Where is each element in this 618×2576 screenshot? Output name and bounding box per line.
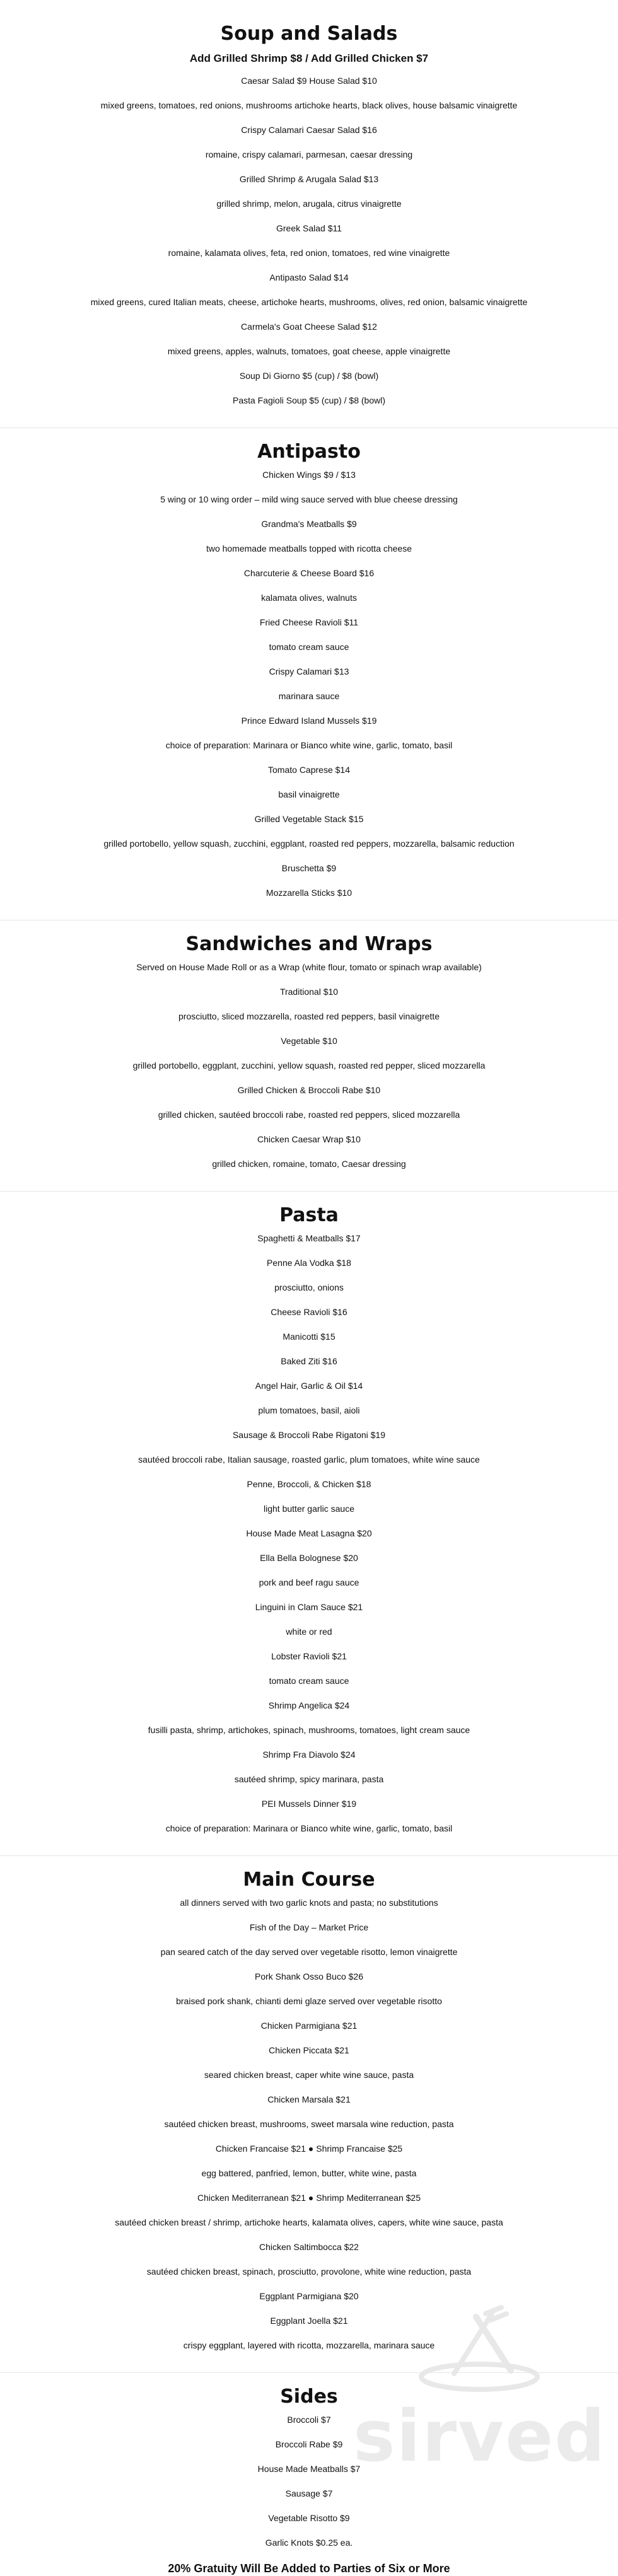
menu-line: grilled shrimp, melon, arugala, citrus vinaigrette (216, 199, 402, 209)
menu-line: Served on House Made Roll or as a Wrap (white flour, tomato or spinach wrap available) (136, 962, 482, 972)
section-lines (0, 961, 618, 1170)
menu-line: braised pork shank, chianti demi glaze served over vegetable risotto (176, 1996, 442, 2006)
menu-line: Prince Edward Island Mussels $19 (241, 716, 377, 726)
menu-line: Shrimp Fra Diavolo $24 (262, 1749, 356, 1760)
menu-line: Pasta Fagioli Soup $5 (cup) / $8 (bowl) (232, 395, 385, 405)
menu-line: kalamata olives, walnuts (261, 593, 357, 603)
menu-line: sautéed chicken breast / shrimp, artichoke hearts, kalamata olives, capers, white wine sauce, pasta (115, 2217, 503, 2227)
menu-line: Chicken Piccata $21 (269, 2045, 349, 2055)
menu-line: Sausage & Broccoli Rabe Rigatoni $19 (232, 1430, 386, 1440)
menu-line: Bruschetta $9 (281, 863, 337, 873)
menu-line: sautéed chicken breast, spinach, prosciutto, provolone, white wine reduction, pasta (146, 2266, 472, 2277)
section-title: Sides (280, 2386, 338, 2408)
menu-line: grilled chicken, romaine, tomato, Caesar dressing (212, 1159, 406, 1169)
menu-line: grilled portobello, eggplant, zucchini, yellow squash, roasted red pepper, sliced mozzarella (132, 1060, 486, 1070)
section-sandwiches-and-wraps (0, 933, 618, 1192)
menu-line: Traditional $10 (279, 987, 339, 997)
section-antipasto (0, 441, 618, 920)
section-lines (0, 1896, 618, 2352)
menu-line: Ella Bella Bolognese $20 (260, 1553, 358, 1563)
section-title: Pasta (279, 1204, 339, 1226)
menu-line: House Made Meat Lasagna $20 (246, 1528, 372, 1538)
menu-line: light butter garlic sauce (264, 1504, 354, 1514)
menu-line: prosciutto, sliced mozzarella, roasted red peppers, basil vinaigrette (178, 1011, 440, 1021)
menu-line: Cheese Ravioli $16 (271, 1307, 347, 1317)
menu-line: marinara sauce (278, 691, 340, 701)
menu-line: pork and beef ragu sauce (259, 1577, 359, 1587)
menu-line: Grilled Shrimp & Arugala Salad $13 (239, 174, 379, 184)
menu-line: romaine, kalamata olives, feta, red onion, tomatoes, red wine vinaigrette (168, 248, 450, 258)
menu-line: Pork Shank Osso Buco $26 (255, 1971, 363, 1981)
menu-line: choice of preparation: Marinara or Bianco white wine, garlic, tomato, basil (165, 1823, 453, 1833)
menu-line: Grilled Vegetable Stack $15 (254, 814, 364, 824)
menu-line: sautéed chicken breast, mushrooms, sweet marsala wine reduction, pasta (164, 2119, 454, 2129)
menu-line: Chicken Mediterranean $21 ● Shrimp Mediterranean $25 (197, 2193, 421, 2203)
menu-line: sautéed shrimp, spicy marinara, pasta (234, 1774, 384, 1784)
gratuity-note: 20% Gratuity Will Be Added to Parties of Six or More (168, 2562, 450, 2575)
menu-line: 5 wing or 10 wing order – mild wing sauce served with blue cheese dressing (160, 494, 458, 504)
menu-line: basil vinaigrette (278, 789, 340, 799)
menu-line: white or red (286, 1627, 332, 1637)
menu-line: sautéed broccoli rabe, Italian sausage, roasted garlic, plum tomatoes, white wine sauce (138, 1454, 480, 1465)
menu-line: House Made Meatballs $7 (257, 2464, 361, 2474)
menu-line: choice of preparation: Marinara or Bianco white wine, garlic, tomato, basil (165, 740, 453, 750)
menu-line: Chicken Wings $9 / $13 (262, 470, 356, 480)
menu-line: all dinners served with two garlic knots and pasta; no substitutions (180, 1898, 438, 1908)
menu-line: mixed greens, apples, walnuts, tomatoes, goat cheese, apple vinaigrette (167, 346, 451, 356)
section-pasta (0, 1204, 618, 1856)
menu-line: seared chicken breast, caper white wine sauce, pasta (204, 2070, 414, 2080)
menu-line: Chicken Caesar Wrap $10 (257, 1134, 361, 1144)
menu-line: Spaghetti & Meatballs $17 (257, 1233, 361, 1243)
menu-line: tomato cream sauce (269, 1676, 349, 1686)
menu-line: Chicken Marsala $21 (267, 2094, 351, 2104)
menu-line: Crispy Calamari Caesar Salad $16 (241, 125, 377, 135)
menu-line: pan seared catch of the day served over vegetable risotto, lemon vinaigrette (160, 1947, 458, 1957)
section-title: Antipasto (257, 441, 361, 463)
section-lines (0, 468, 618, 899)
menu-line: Chicken Parmigiana $21 (260, 2021, 358, 2031)
menu-line: grilled portobello, yellow squash, zucchini, eggplant, roasted red peppers, mozzarella, balsamic reduction (103, 838, 515, 849)
menu-line: Penne Ala Vodka $18 (267, 1258, 351, 1268)
menu-line: Grilled Chicken & Broccoli Rabe $10 (237, 1085, 381, 1095)
menu-line: Angel Hair, Garlic & Oil $14 (255, 1381, 363, 1391)
section-title: Soup and Salads (220, 23, 398, 45)
menu-line: Caesar Salad $9 House Salad $10 (241, 76, 377, 86)
section-lines (0, 2413, 618, 2549)
menu-line: plum tomatoes, basil, aioli (258, 1405, 360, 1415)
menu-line: mixed greens, tomatoes, red onions, mushrooms artichoke hearts, black olives, house balsamic vinaigrette (100, 100, 518, 110)
section-sides (0, 2386, 618, 2576)
menu-line: Eggplant Parmigiana $20 (259, 2291, 359, 2301)
menu-line: Mozzarella Sticks $10 (265, 888, 353, 898)
menu-line: tomato cream sauce (269, 642, 349, 652)
menu-line: Crispy Calamari $13 (269, 666, 349, 676)
menu-line: Charcuterie & Cheese Board $16 (243, 568, 375, 578)
menu-line: Garlic Knots $0.25 ea. (265, 2538, 353, 2548)
section-subtitle: Add Grilled Shrimp $8 / Add Grilled Chicken $7 (189, 52, 429, 64)
menu-line: two homemade meatballs topped with ricotta cheese (206, 543, 412, 554)
menu-line: Antipasto Salad $14 (269, 272, 349, 282)
menu-line: Tomato Caprese $14 (268, 765, 350, 775)
menu-line: crispy eggplant, layered with ricotta, mozzarella, marinara sauce (183, 2340, 435, 2350)
menu-line: PEI Mussels Dinner $19 (261, 1799, 357, 1809)
menu-line: Grandma's Meatballs $9 (261, 519, 357, 529)
menu-line: Vegetable $10 (281, 1036, 337, 1046)
menu-line: egg battered, panfried, lemon, butter, white wine, pasta (201, 2168, 417, 2178)
menu-line: fusilli pasta, shrimp, artichokes, spinach, mushrooms, tomatoes, light cream sauce (148, 1725, 470, 1735)
menu-line: grilled chicken, sautéed broccoli rabe, roasted red peppers, sliced mozzarella (158, 1110, 460, 1120)
section-title: Main Course (243, 1869, 375, 1891)
menu-line: Chicken Francaise $21 ● Shrimp Francaise $25 (215, 2144, 403, 2154)
menu-line: romaine, crispy calamari, parmesan, caesar dressing (205, 149, 413, 160)
menu-line: Fried Cheese Ravioli $11 (259, 617, 359, 627)
menu-line: Soup Di Giorno $5 (cup) / $8 (bowl) (239, 371, 379, 381)
section-main-course (0, 1869, 618, 2373)
menu-line: Broccoli Rabe $9 (275, 2439, 343, 2449)
menu-line: Manicotti $15 (283, 1332, 335, 1342)
menu-line: mixed greens, cured Italian meats, cheese, artichoke hearts, mushrooms, olives, red onion, balsamic vinaigrette (90, 297, 528, 307)
menu-line: Lobster Ravioli $21 (271, 1651, 347, 1661)
menu-line: Sausage $7 (285, 2488, 333, 2498)
section-lines (0, 1232, 618, 1835)
watermark-text: sirved (353, 2396, 607, 2478)
section-lines (0, 74, 618, 407)
menu-line: Shrimp Angelica $24 (268, 1700, 350, 1710)
menu-line: Broccoli $7 (287, 2415, 331, 2425)
menu-line: Fish of the Day – Market Price (249, 1922, 369, 1932)
section-title: Sandwiches and Wraps (185, 933, 433, 955)
menu-line: Greek Salad $11 (276, 223, 342, 233)
menu-line: Eggplant Joella $21 (270, 2316, 348, 2326)
menu-line: Penne, Broccoli, & Chicken $18 (247, 1479, 371, 1489)
menu-line: prosciutto, onions (274, 1282, 344, 1292)
menu-line: Linguini in Clam Sauce $21 (255, 1602, 363, 1612)
section-soup-and-salads (0, 23, 618, 428)
menu-line: Baked Ziti $16 (281, 1356, 337, 1366)
menu-line: Chicken Saltimbocca $22 (259, 2242, 359, 2252)
menu-line: Carmela's Goat Cheese Salad $12 (241, 322, 377, 332)
menu-line: Vegetable Risotto $9 (268, 2513, 350, 2523)
